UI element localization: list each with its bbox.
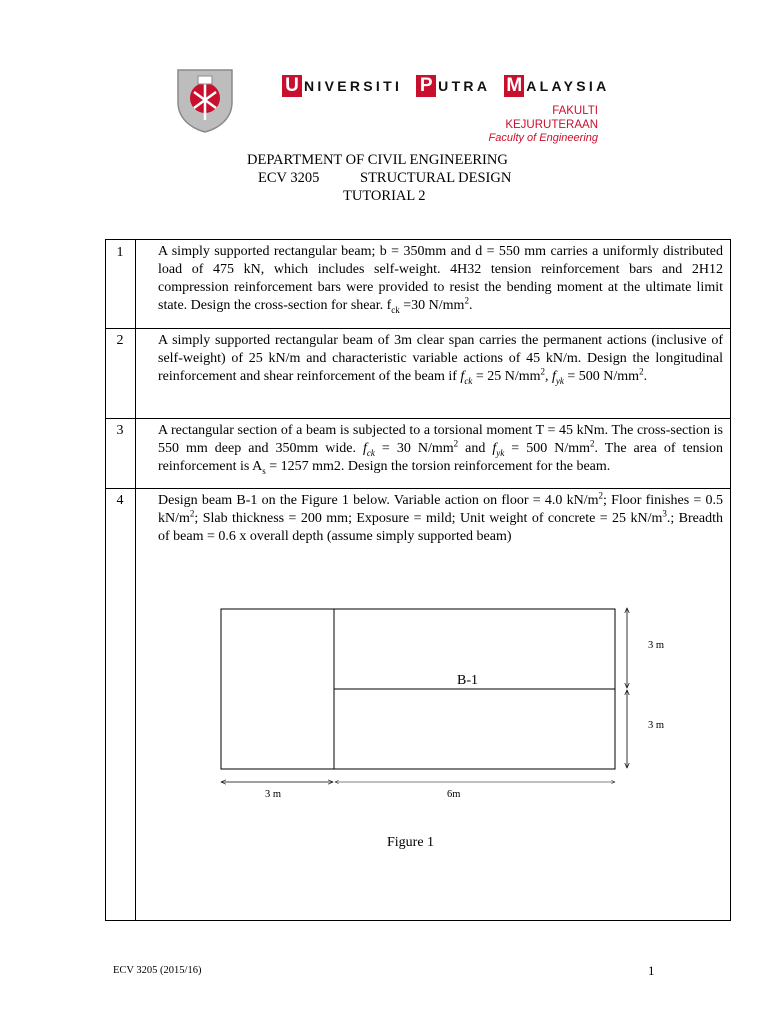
dim-label-left: 3 m — [265, 789, 282, 800]
uni-word-malaysia: ALAYSIA — [526, 78, 610, 94]
beam-b1-label: B-1 — [457, 673, 478, 688]
upm-crest-logo — [176, 68, 234, 134]
dim-label-main: 6m — [447, 789, 461, 800]
course-code: ECV 3205 — [258, 170, 320, 186]
table-row-divider — [105, 418, 731, 419]
table-column-divider — [135, 239, 136, 921]
uni-word-universiti: NIVERSITI — [304, 78, 403, 94]
uni-initial-m: M — [504, 75, 524, 97]
page-number: 1 — [648, 963, 655, 978]
figure-caption: Figure 1 — [387, 835, 435, 850]
course-name: STRUCTURAL DESIGN — [360, 170, 512, 186]
uni-word-putra: UTRA — [438, 78, 491, 94]
question-2-text: A simply supported rectangular beam of 3m clear span carries the permanent actions (inclusive of self-weight) of 25 kN/m and characteristic variable actions of 45 kN/m. Design the longitudinal reinforcement and shear reinforcement of the beam if $f_{ck} = 25$ $N/mm^2$, $f_{yk} = 500$ $N/mm^2$. — [158, 333, 723, 386]
question-number: 4 — [116, 493, 124, 508]
university-name — [282, 73, 610, 99]
question-number: 3 — [116, 423, 124, 438]
table-row-divider — [105, 488, 731, 489]
table-row-divider — [105, 328, 731, 329]
dim-label-top-right: 3 m — [648, 640, 665, 651]
question-number: 1 — [116, 245, 124, 260]
faculty-malay: FAKULTI KEJURUTERAAN — [505, 105, 598, 131]
uni-initial-u: U — [282, 75, 302, 97]
question-4-text: Design beam B-1 on the Figure 1 below. Variable action on floor = 4.0 $kN/m^2$; Floor finishes = 0.5 $kN/m^2$; Slab thickness = 200 mm; Exposure = mild; Unit weight of concrete = 25 $kN/m^3$.; Breadth of beam = 0.6 x overall depth (assume simply supported beam) — [158, 490, 723, 544]
question-3-text: A rectangular section of a beam is subjected to a torsional moment T = 45 kNm. The cross-section is 550 mm deep and 350mm wide. $f_{ck} = 30$ $N/mm^2$ and $f_{yk} = 500$ $N/mm^2$. The area of tension reinforcement is $A_s = 1257$ mm2. Design the torsion reinforcement for the beam. — [158, 423, 723, 476]
department-title: DEPARTMENT OF CIVIL ENGINEERING — [247, 152, 508, 168]
dim-label-bottom-right: 3 m — [648, 720, 665, 731]
figure-1-floor-plan — [214, 600, 684, 820]
tutorial-title: TUTORIAL 2 — [343, 188, 426, 204]
footer-course: ECV 3205 (2015/16) — [113, 965, 202, 976]
faculty-english: Faculty of Engineering — [488, 132, 598, 144]
question-number: 2 — [116, 333, 124, 348]
uni-initial-p: P — [416, 75, 436, 97]
faculty-block — [470, 104, 598, 145]
question-1-text: A simply supported rectangular beam; b = 350mm and d = 550 mm carries a uniformly distributed load of 475 kN, which includes self-weight. 4H32 tension reinforcement bars and 2H12 compression reinforcement bars were provided to resist the bending moment at the ultimate limit state. Design the cross-section for shear. $f_{ck} =30$ $N/mm^2$. — [158, 244, 723, 315]
